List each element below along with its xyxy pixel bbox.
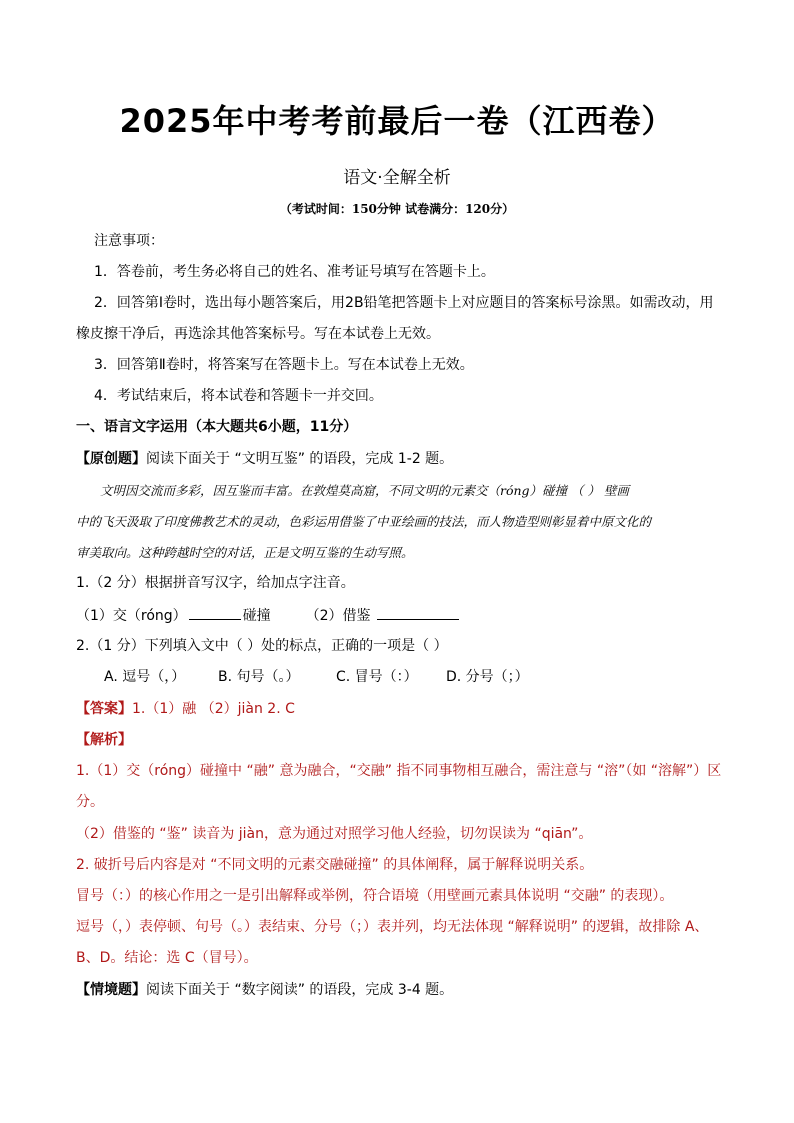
next-intro-line [76, 980, 453, 1000]
question-2: 2.（1 分）下列填入文中（ ）处的标点，正确的一项是（ ） [76, 638, 448, 654]
note-item: 1．答卷前，考生务必将自己的姓名、准考证号填写在答题卡上。 [94, 264, 495, 280]
next-text: 阅读下面关于 “数字阅读” 的语段，完成 3-4 题。 [146, 982, 454, 998]
note-item: 橡皮擦干净后，再选涂其他答案标号。写在本试卷上无效。 [76, 326, 440, 342]
notes-title: 注意事项： [94, 233, 164, 249]
passage-line: 中的飞天汲取了印度佛教艺术的灵动，色彩运用借鉴了中亚绘画的技法，而人物造型则彰显着中原文化的 [76, 514, 652, 529]
page-subtitle: 语文·全解全析 [343, 168, 451, 188]
page-title: 2025年中考考前最后一卷（江西卷） [119, 102, 675, 140]
answer-blank-2 [377, 605, 459, 620]
analysis-line: 1.（1）交（róng）碰撞中 “融” 意为融合，“交融” 指不同事物相互融合，需注意与 “溶”（如 “溶解”）区 [76, 763, 722, 779]
analysis-line: 逗号（，）表停顿、句号（。）表结束、分号（；）表并列，均无法体现 “解释说明” 的逻辑，故排除 A、 [76, 919, 709, 935]
blank1-prefix: （1）交（róng） [76, 608, 187, 624]
blank2-prefix: （2）借鉴 [305, 608, 371, 624]
analysis-line: B、D。结论：选 C（冒号）。 [76, 950, 258, 966]
analysis-line: 分。 [76, 794, 104, 810]
analysis-line: 2. 破折号后内容是对 “不同文明的元素交融碰撞” 的具体阐释，属于解释说明关系。 [76, 857, 594, 873]
passage-line: 审美取向。这种跨越时空的对话，正是文明互鉴的生动写照。 [76, 545, 414, 560]
analysis-line: （2）借鉴的 “鉴” 读音为 jiàn，意为通过对照学习他人经验，切勿误读为 “qiān”。 [76, 826, 593, 842]
note-item: 2．回答第Ⅰ卷时，选出每小题答案后，用2B铅笔把答题卡上对应题目的答案标号涂黑。如需改动，用 [94, 295, 714, 311]
answer-blank-1 [189, 605, 241, 620]
blank1-suffix: 碰撞 [242, 608, 271, 624]
answer-text: 1.（1）融 （2）jiàn 2. C [132, 701, 295, 717]
answer-line [76, 699, 295, 719]
option-d: D. 分号（；） [446, 669, 529, 685]
analysis-line: 冒号（：）的核心作用之一是引出解释或举例，符合语境（用壁画元素具体说明 “交融” 的表现）。 [76, 888, 674, 904]
question-1-blanks [76, 605, 459, 626]
section-heading: 一、语言文字运用（本大题共6小题，11分） [76, 419, 358, 435]
intro-text: 阅读下面关于 “文明互鉴” 的语段，完成 1-2 题。 [146, 451, 454, 467]
note-item: 3．回答第Ⅱ卷时，将答案写在答题卡上。写在本试卷上无效。 [94, 357, 474, 373]
option-b: B. 句号（。） [218, 669, 300, 685]
passage-line: 文明因交流而多彩，因互鉴而丰富。在敦煌莫高窟，不同文明的元素交（róng）碰撞 （ ） 壁画 [100, 483, 629, 498]
analysis-tag: 【解析】 [76, 732, 132, 748]
next-tag: 【情境题】 [76, 982, 146, 998]
answer-tag: 【答案】 [76, 701, 132, 717]
option-c: C. 冒号（：） [336, 669, 418, 685]
exam-info: （考试时间：150分钟 试卷满分：120分） [279, 202, 515, 216]
option-a: A. 逗号（，） [104, 669, 186, 685]
intro-line [76, 449, 453, 469]
question-1: 1.（2 分）根据拼音写汉字，给加点字注音。 [76, 575, 355, 591]
note-item: 4．考试结束后，将本试卷和答题卡一并交回。 [94, 388, 383, 404]
intro-tag: 【原创题】 [76, 451, 146, 467]
